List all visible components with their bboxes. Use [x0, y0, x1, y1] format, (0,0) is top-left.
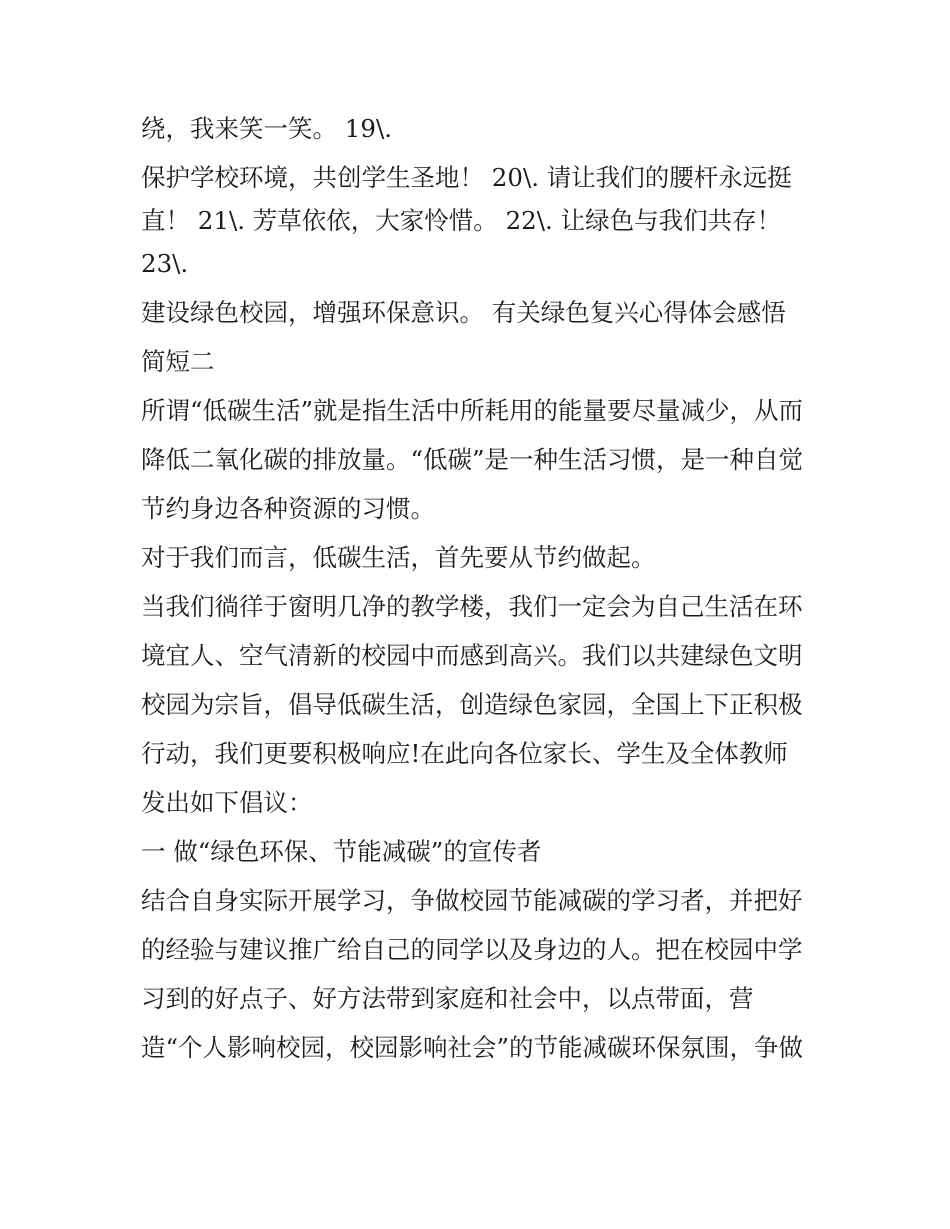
text-line: 习到的好点子、好方法带到家庭和社会中，以点带面，营: [141, 984, 754, 1013]
text-line: 23\.: [141, 249, 189, 278]
text-line: 的经验与建议推广给自己的同学以及身边的人。把在校园中学: [141, 935, 803, 964]
text-line: 造“个人影响校园，校园影响社会”的节能减碳环保氛围，争做: [141, 1033, 804, 1062]
text-line: 行动，我们更要积极响应!在此向各位家长、学生及全体教师: [141, 739, 788, 768]
text-line: 所谓“低碳生活”就是指生活中所耗用的能量要尽量减少，从而: [141, 396, 804, 425]
text-line: 绕，我来笑一笑。 19\.: [141, 114, 393, 143]
text-line: 节约身边各种资源的习惯。: [141, 494, 435, 523]
text-line: 建设绿色校园，增强环保意识。 有关绿色复兴心得体会感悟: [141, 298, 786, 327]
text-line: 降低二氧化碳的排放量。“低碳”是一种生活习惯，是一种自觉: [141, 445, 804, 474]
text-line: 保护学校环境，共创学生圣地！ 20\. 请让我们的腰杆永远挺: [141, 163, 792, 192]
text-line: 结合自身实际开展学习，争做校园节能减碳的学习者，并把好: [141, 886, 803, 915]
text-line: 一 做“绿色环保、节能减碳”的宣传者: [141, 837, 542, 866]
text-line: 当我们徜徉于窗明几净的教学楼，我们一定会为自己生活在环: [141, 592, 803, 621]
text-line: 发出如下倡议：: [141, 788, 313, 817]
text-line: 对于我们而言，低碳生活，首先要从节约做起。: [141, 543, 656, 572]
text-line: 境宜人、空气清新的校园中而感到高兴。我们以共建绿色文明: [141, 641, 803, 670]
text-line: 简短二: [141, 347, 215, 376]
text-line: 校园为宗旨，倡导低碳生活，创造绿色家园，全国上下正积极: [141, 690, 803, 719]
document-body: [141, 104, 821, 1072]
text-line: 直！ 21\. 芳草依依，大家怜惜。 22\. 让绿色与我们共存！: [141, 206, 782, 235]
